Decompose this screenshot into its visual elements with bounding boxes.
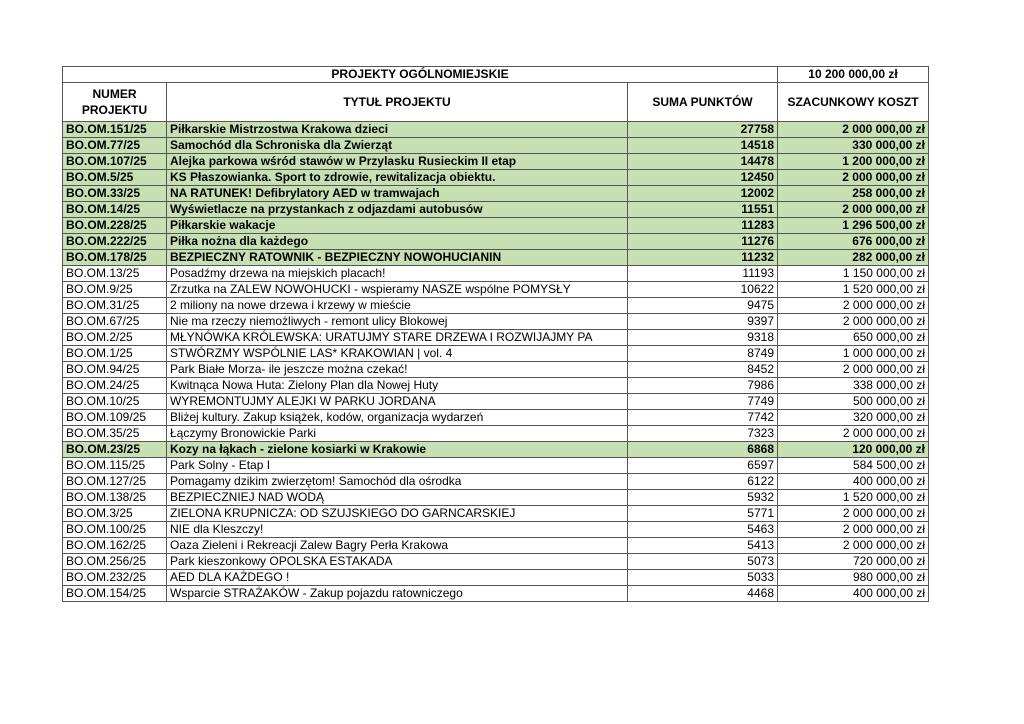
table-row <box>63 442 929 458</box>
project-points: 11283 <box>628 218 778 234</box>
project-points: 5413 <box>628 538 778 554</box>
table-row <box>63 458 929 474</box>
project-cost: 2 000 000,00 zł <box>778 538 929 554</box>
project-title: Piłkarskie Mistrzostwa Krakowa dzieci <box>167 122 628 138</box>
project-cost: 1 150 000,00 zł <box>778 266 929 282</box>
project-number: BO.OM.67/25 <box>63 314 167 330</box>
project-cost: 720 000,00 zł <box>778 554 929 570</box>
project-points: 6122 <box>628 474 778 490</box>
table-row <box>63 394 929 410</box>
table-row <box>63 282 929 298</box>
project-points: 7323 <box>628 426 778 442</box>
project-cost: 330 000,00 zł <box>778 138 929 154</box>
project-number: BO.OM.232/25 <box>63 570 167 586</box>
table-row <box>63 554 929 570</box>
project-points: 4468 <box>628 586 778 602</box>
project-points: 7986 <box>628 378 778 394</box>
project-points: 9397 <box>628 314 778 330</box>
table-row <box>63 170 929 186</box>
project-points: 12450 <box>628 170 778 186</box>
project-number: BO.OM.107/25 <box>63 154 167 170</box>
project-title: STWÓRZMY WSPÓLNIE LAS* KRAKOWIAN | vol. 4 <box>167 346 628 362</box>
project-points: 7749 <box>628 394 778 410</box>
project-title: BEZPIECZNY RATOWNIK - BEZPIECZNY NOWOHUCIANIN <box>167 250 628 266</box>
section-title: PROJEKTY OGÓLNOMIEJSKIE <box>63 67 778 83</box>
project-title: Wsparcie STRAŻAKÓW - Zakup pojazdu ratowniczego <box>167 586 628 602</box>
project-cost: 2 000 000,00 zł <box>778 522 929 538</box>
project-title: Park kieszonkowy OPOLSKA ESTAKADA <box>167 554 628 570</box>
project-title: Oaza Zieleni i Rekreacji Zalew Bagry Perła Krakowa <box>167 538 628 554</box>
project-title: NIE dla Kleszczy! <box>167 522 628 538</box>
project-cost: 2 000 000,00 zł <box>778 170 929 186</box>
table-row <box>63 490 929 506</box>
project-number: BO.OM.5/25 <box>63 170 167 186</box>
table-row <box>63 362 929 378</box>
table-row <box>63 378 929 394</box>
project-title: Park Białe Morza- ile jeszcze można czekać! <box>167 362 628 378</box>
project-number: BO.OM.127/25 <box>63 474 167 490</box>
project-cost: 338 000,00 zł <box>778 378 929 394</box>
project-cost: 2 000 000,00 zł <box>778 362 929 378</box>
table-row <box>63 346 929 362</box>
project-number: BO.OM.13/25 <box>63 266 167 282</box>
table-row <box>63 218 929 234</box>
project-title: Zrzutka na ZALEW NOWOHUCKI - wspieramy NASZE wspólne POMYSŁY <box>167 282 628 298</box>
project-title: Piłka nożna dla każdego <box>167 234 628 250</box>
project-title: ZIELONA KRUPNICZA: OD SZUJSKIEGO DO GARNCARSKIEJ <box>167 506 628 522</box>
project-number: BO.OM.2/25 <box>63 330 167 346</box>
project-cost: 2 000 000,00 zł <box>778 298 929 314</box>
project-number: BO.OM.10/25 <box>63 394 167 410</box>
project-number: BO.OM.94/25 <box>63 362 167 378</box>
project-points: 11276 <box>628 234 778 250</box>
project-number: BO.OM.1/25 <box>63 346 167 362</box>
total-budget: 10 200 000,00 zł <box>778 67 929 83</box>
project-points: 7742 <box>628 410 778 426</box>
project-title: Nie ma rzeczy niemożliwych - remont ulicy Blokowej <box>167 314 628 330</box>
project-points: 11232 <box>628 250 778 266</box>
project-points: 5932 <box>628 490 778 506</box>
table-row <box>63 154 929 170</box>
table-row <box>63 202 929 218</box>
project-title: Kozy na łąkach - zielone kosiarki w Krakowie <box>167 442 628 458</box>
project-cost: 1 520 000,00 zł <box>778 490 929 506</box>
project-cost: 650 000,00 zł <box>778 330 929 346</box>
project-number: BO.OM.178/25 <box>63 250 167 266</box>
project-number: BO.OM.24/25 <box>63 378 167 394</box>
project-title: AED DLA KAŻDEGO ! <box>167 570 628 586</box>
project-points: 8749 <box>628 346 778 362</box>
project-cost: 1 520 000,00 zł <box>778 282 929 298</box>
project-points: 12002 <box>628 186 778 202</box>
project-points: 8452 <box>628 362 778 378</box>
col-header-points: SUMA PUNKTÓW <box>628 83 778 122</box>
project-cost: 2 000 000,00 zł <box>778 506 929 522</box>
project-number: BO.OM.3/25 <box>63 506 167 522</box>
project-points: 5033 <box>628 570 778 586</box>
project-title: 2 miliony na nowe drzewa i krzewy w mieście <box>167 298 628 314</box>
table-row <box>63 234 929 250</box>
project-points: 6868 <box>628 442 778 458</box>
project-points: 6597 <box>628 458 778 474</box>
project-title: Samochód dla Schroniska dla Zwierząt <box>167 138 628 154</box>
project-points: 9318 <box>628 330 778 346</box>
project-points: 9475 <box>628 298 778 314</box>
table-row <box>63 314 929 330</box>
project-number: BO.OM.77/25 <box>63 138 167 154</box>
projects-table <box>62 66 929 602</box>
table-row <box>63 138 929 154</box>
project-cost: 1 000 000,00 zł <box>778 346 929 362</box>
project-title: Łączymy Bronowickie Parki <box>167 426 628 442</box>
project-points: 27758 <box>628 122 778 138</box>
project-cost: 282 000,00 zł <box>778 250 929 266</box>
project-cost: 500 000,00 zł <box>778 394 929 410</box>
project-cost: 400 000,00 zł <box>778 474 929 490</box>
project-number: BO.OM.162/25 <box>63 538 167 554</box>
project-number: BO.OM.151/25 <box>63 122 167 138</box>
project-number: BO.OM.154/25 <box>63 586 167 602</box>
project-title: Bliżej kultury. Zakup książek, kodów, organizacja wydarzeń <box>167 410 628 426</box>
column-header-row <box>63 83 929 122</box>
table-row <box>63 522 929 538</box>
project-cost: 120 000,00 zł <box>778 442 929 458</box>
project-title: NA RATUNEK! Defibrylatory AED w tramwajach <box>167 186 628 202</box>
col-header-number: NUMER PROJEKTU <box>63 83 167 122</box>
project-number: BO.OM.23/25 <box>63 442 167 458</box>
project-number: BO.OM.138/25 <box>63 490 167 506</box>
project-number: BO.OM.115/25 <box>63 458 167 474</box>
table-row <box>63 250 929 266</box>
table-row <box>63 570 929 586</box>
project-number: BO.OM.9/25 <box>63 282 167 298</box>
project-cost: 1 200 000,00 zł <box>778 154 929 170</box>
project-points: 11193 <box>628 266 778 282</box>
project-title: Alejka parkowa wśród stawów w Przylasku Rusieckim II etap <box>167 154 628 170</box>
project-number: BO.OM.228/25 <box>63 218 167 234</box>
project-cost: 2 000 000,00 zł <box>778 314 929 330</box>
project-title: Park Solny - Etap I <box>167 458 628 474</box>
project-cost: 584 500,00 zł <box>778 458 929 474</box>
project-cost: 980 000,00 zł <box>778 570 929 586</box>
project-title: Piłkarskie wakacje <box>167 218 628 234</box>
project-title: WYREMONTUJMY ALEJKI W PARKU JORDANA <box>167 394 628 410</box>
project-number: BO.OM.256/25 <box>63 554 167 570</box>
project-points: 14518 <box>628 138 778 154</box>
table-row <box>63 186 929 202</box>
table-row <box>63 266 929 282</box>
project-cost: 258 000,00 zł <box>778 186 929 202</box>
project-number: BO.OM.100/25 <box>63 522 167 538</box>
project-title: Posadźmy drzewa na miejskich placach! <box>167 266 628 282</box>
table-row <box>63 474 929 490</box>
project-points: 14478 <box>628 154 778 170</box>
project-number: BO.OM.31/25 <box>63 298 167 314</box>
project-points: 5771 <box>628 506 778 522</box>
table-row <box>63 538 929 554</box>
project-cost: 2 000 000,00 zł <box>778 122 929 138</box>
table-row <box>63 426 929 442</box>
project-number: BO.OM.222/25 <box>63 234 167 250</box>
project-number: BO.OM.14/25 <box>63 202 167 218</box>
project-title: MŁYNÓWKA KRÓLEWSKA: URATUJMY STARE DRZEWA I ROZWIJAJMY PA <box>167 330 628 346</box>
table-row <box>63 122 929 138</box>
col-header-title: TYTUŁ PROJEKTU <box>167 83 628 122</box>
table-row <box>63 410 929 426</box>
project-points: 5463 <box>628 522 778 538</box>
table-row <box>63 586 929 602</box>
project-points: 5073 <box>628 554 778 570</box>
project-number: BO.OM.109/25 <box>63 410 167 426</box>
project-cost: 2 000 000,00 zł <box>778 202 929 218</box>
project-title: Wyświetlacze na przystankach z odjazdami autobusów <box>167 202 628 218</box>
project-number: BO.OM.33/25 <box>63 186 167 202</box>
project-cost: 2 000 000,00 zł <box>778 426 929 442</box>
project-cost: 320 000,00 zł <box>778 410 929 426</box>
project-number: BO.OM.35/25 <box>63 426 167 442</box>
table-row <box>63 330 929 346</box>
project-title: Kwitnąca Nowa Huta: Zielony Plan dla Nowej Huty <box>167 378 628 394</box>
project-title: BEZPIECZNIEJ NAD WODĄ <box>167 490 628 506</box>
project-cost: 676 000,00 zł <box>778 234 929 250</box>
project-points: 11551 <box>628 202 778 218</box>
col-header-cost: SZACUNKOWY KOSZT <box>778 83 929 122</box>
project-cost: 400 000,00 zł <box>778 586 929 602</box>
project-title: KS Płaszowianka. Sport to zdrowie, rewitalizacja obiektu. <box>167 170 628 186</box>
project-points: 10622 <box>628 282 778 298</box>
table-row <box>63 506 929 522</box>
section-header-row <box>63 67 929 83</box>
project-title: Pomagamy dzikim zwierzętom! Samochód dla ośrodka <box>167 474 628 490</box>
table-row <box>63 298 929 314</box>
project-cost: 1 296 500,00 zł <box>778 218 929 234</box>
